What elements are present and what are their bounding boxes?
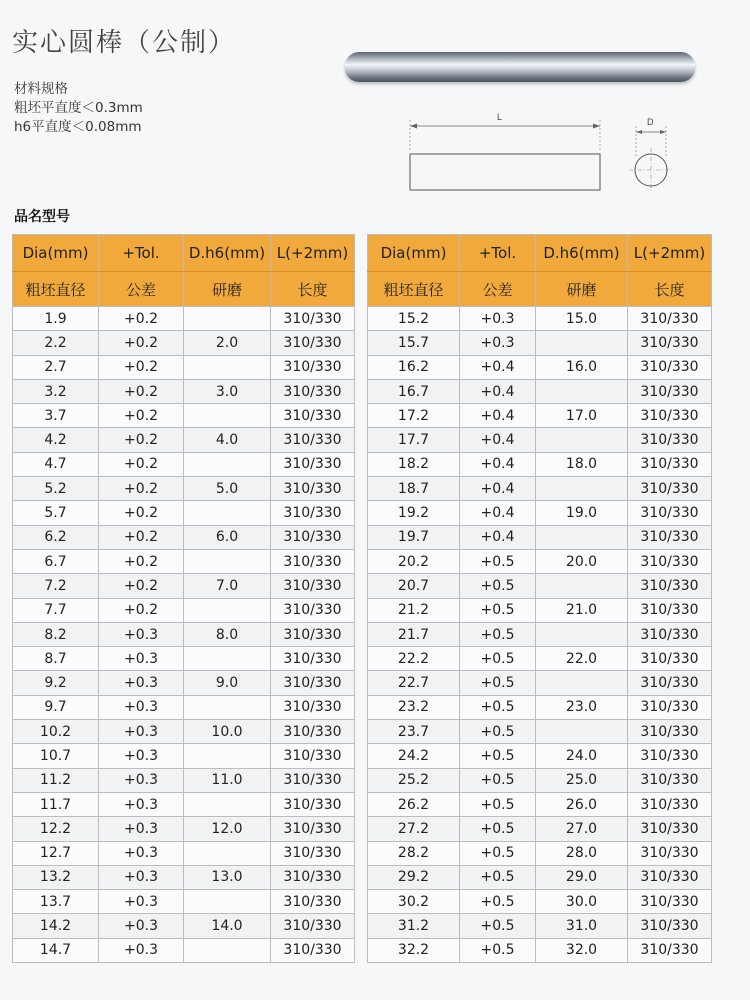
header-diameter: Dia(mm): [368, 235, 460, 272]
table-row: [368, 307, 712, 331]
cell-tolerance: +0.3: [460, 331, 536, 355]
table-row: [368, 914, 712, 938]
cell-tolerance: +0.4: [460, 355, 536, 379]
cell-ground-diameter: 12.0: [184, 817, 271, 841]
table-row: [13, 307, 355, 331]
cell-tolerance: +0.2: [99, 477, 184, 501]
cell-length: 310/330: [271, 477, 355, 501]
cell-ground-diameter: 3.0: [184, 379, 271, 403]
page-title: 实心圆棒（公制）: [12, 28, 237, 58]
table-row: [368, 647, 712, 671]
cell-ground-diameter: 9.0: [184, 671, 271, 695]
cell-ground-diameter: [536, 428, 628, 452]
cell-ground-diameter: [184, 841, 271, 865]
cell-diameter: 14.2: [13, 914, 99, 938]
table-row: [368, 598, 712, 622]
cell-diameter: 2.7: [13, 355, 99, 379]
cell-ground-diameter: [536, 671, 628, 695]
cell-length: 310/330: [271, 792, 355, 816]
cell-ground-diameter: [184, 501, 271, 525]
table-row: [368, 549, 712, 573]
cell-length: 310/330: [628, 647, 712, 671]
header-ground-diameter: D.h6(mm): [536, 235, 628, 272]
table-row: [368, 452, 712, 476]
table-row: [13, 379, 355, 403]
spec-table-right: [367, 234, 712, 963]
cell-diameter: 20.2: [368, 549, 460, 573]
cell-diameter: 25.2: [368, 768, 460, 792]
cell-length: 310/330: [271, 598, 355, 622]
header-diameter: Dia(mm): [13, 235, 99, 272]
specs-rough-straightness: 粗坯平直度＜0.3mm: [14, 100, 143, 116]
cell-tolerance: +0.3: [99, 865, 184, 889]
cell-tolerance: +0.3: [99, 647, 184, 671]
cell-length: 310/330: [271, 622, 355, 646]
cell-length: 310/330: [271, 671, 355, 695]
header-diameter-cn: 粗坯直径: [13, 272, 99, 307]
cell-ground-diameter: [536, 331, 628, 355]
cell-ground-diameter: 14.0: [184, 914, 271, 938]
specs-heading: 材料规格: [14, 81, 68, 97]
table-row: [368, 768, 712, 792]
table-row: [368, 622, 712, 646]
header-tolerance-cn: 公差: [99, 272, 184, 307]
cell-diameter: 22.7: [368, 671, 460, 695]
cell-diameter: 15.2: [368, 307, 460, 331]
cell-length: 310/330: [271, 938, 355, 962]
cell-tolerance: +0.3: [99, 792, 184, 816]
cell-ground-diameter: [536, 574, 628, 598]
table-row: [368, 428, 712, 452]
cell-tolerance: +0.5: [460, 671, 536, 695]
cell-diameter: 9.2: [13, 671, 99, 695]
cell-ground-diameter: 17.0: [536, 404, 628, 428]
cell-tolerance: +0.4: [460, 477, 536, 501]
cell-length: 310/330: [628, 890, 712, 914]
cell-length: 310/330: [628, 768, 712, 792]
table-row: [13, 720, 355, 744]
cell-tolerance: +0.5: [460, 817, 536, 841]
cell-tolerance: +0.2: [99, 307, 184, 331]
cell-diameter: 23.7: [368, 720, 460, 744]
cell-diameter: 1.9: [13, 307, 99, 331]
cell-length: 310/330: [628, 477, 712, 501]
table-row: [368, 501, 712, 525]
cell-tolerance: +0.5: [460, 622, 536, 646]
cell-tolerance: +0.5: [460, 914, 536, 938]
cell-ground-diameter: 15.0: [536, 307, 628, 331]
cell-ground-diameter: [184, 744, 271, 768]
table-row: [13, 671, 355, 695]
cell-tolerance: +0.3: [99, 622, 184, 646]
cell-ground-diameter: 11.0: [184, 768, 271, 792]
cell-ground-diameter: [184, 792, 271, 816]
table-row: [368, 379, 712, 403]
cell-ground-diameter: 32.0: [536, 938, 628, 962]
cell-length: 310/330: [271, 695, 355, 719]
cell-ground-diameter: 21.0: [536, 598, 628, 622]
table-row: [13, 914, 355, 938]
cell-diameter: 22.2: [368, 647, 460, 671]
table-row: [368, 671, 712, 695]
table-row: [368, 574, 712, 598]
table-row: [368, 744, 712, 768]
cell-tolerance: +0.2: [99, 379, 184, 403]
cell-length: 310/330: [628, 355, 712, 379]
cell-diameter: 11.2: [13, 768, 99, 792]
table-row: [368, 355, 712, 379]
cell-length: 310/330: [271, 404, 355, 428]
cell-tolerance: +0.2: [99, 501, 184, 525]
table-row: [13, 744, 355, 768]
cell-length: 310/330: [628, 598, 712, 622]
cell-ground-diameter: 30.0: [536, 890, 628, 914]
table-row: [13, 501, 355, 525]
cell-ground-diameter: [536, 525, 628, 549]
length-label: L: [497, 112, 503, 122]
cell-length: 310/330: [628, 331, 712, 355]
cell-diameter: 31.2: [368, 914, 460, 938]
cell-diameter: 11.7: [13, 792, 99, 816]
table-row: [13, 622, 355, 646]
cell-tolerance: +0.2: [99, 598, 184, 622]
cell-diameter: 24.2: [368, 744, 460, 768]
cell-ground-diameter: 24.0: [536, 744, 628, 768]
cell-tolerance: +0.4: [460, 404, 536, 428]
dimension-drawing: [400, 106, 700, 202]
table-row: [13, 768, 355, 792]
cell-length: 310/330: [628, 865, 712, 889]
cell-tolerance: +0.5: [460, 695, 536, 719]
cell-diameter: 4.7: [13, 452, 99, 476]
cell-diameter: 21.2: [368, 598, 460, 622]
cell-length: 310/330: [628, 914, 712, 938]
cell-diameter: 5.2: [13, 477, 99, 501]
cell-diameter: 32.2: [368, 938, 460, 962]
cell-length: 310/330: [628, 549, 712, 573]
cell-diameter: 13.7: [13, 890, 99, 914]
cell-length: 310/330: [271, 501, 355, 525]
cell-length: 310/330: [271, 744, 355, 768]
cell-ground-diameter: 18.0: [536, 452, 628, 476]
cell-length: 310/330: [271, 307, 355, 331]
cell-ground-diameter: 26.0: [536, 792, 628, 816]
cell-tolerance: +0.5: [460, 938, 536, 962]
table-row: [368, 331, 712, 355]
cell-tolerance: +0.3: [99, 720, 184, 744]
cell-diameter: 6.7: [13, 549, 99, 573]
header-tolerance: +Tol.: [460, 235, 536, 272]
table-row: [13, 817, 355, 841]
steel-rod-image: [345, 52, 695, 82]
cell-length: 310/330: [271, 890, 355, 914]
cell-tolerance: +0.5: [460, 890, 536, 914]
cell-diameter: 27.2: [368, 817, 460, 841]
cell-tolerance: +0.2: [99, 404, 184, 428]
cell-tolerance: +0.2: [99, 549, 184, 573]
table-row: [368, 695, 712, 719]
cell-tolerance: +0.5: [460, 865, 536, 889]
header-length: L(+2mm): [628, 235, 712, 272]
table-row: [13, 598, 355, 622]
cell-length: 310/330: [628, 574, 712, 598]
header-diameter-cn: 粗坯直径: [368, 272, 460, 307]
spec-table-left: [12, 234, 355, 963]
table-row: [368, 720, 712, 744]
cell-tolerance: +0.3: [99, 890, 184, 914]
cell-tolerance: +0.3: [99, 768, 184, 792]
cell-tolerance: +0.5: [460, 768, 536, 792]
table-row: [368, 404, 712, 428]
cell-ground-diameter: 28.0: [536, 841, 628, 865]
cell-tolerance: +0.5: [460, 647, 536, 671]
cell-tolerance: +0.3: [460, 307, 536, 331]
cell-diameter: 6.2: [13, 525, 99, 549]
cell-length: 310/330: [271, 549, 355, 573]
cell-ground-diameter: 25.0: [536, 768, 628, 792]
cell-diameter: 14.7: [13, 938, 99, 962]
cell-diameter: 12.2: [13, 817, 99, 841]
cell-ground-diameter: 2.0: [184, 331, 271, 355]
cell-length: 310/330: [271, 525, 355, 549]
cell-ground-diameter: 8.0: [184, 622, 271, 646]
cell-length: 310/330: [271, 865, 355, 889]
cell-ground-diameter: [184, 307, 271, 331]
cell-diameter: 9.7: [13, 695, 99, 719]
cell-length: 310/330: [271, 817, 355, 841]
cell-length: 310/330: [628, 404, 712, 428]
cell-ground-diameter: 31.0: [536, 914, 628, 938]
cell-length: 310/330: [271, 914, 355, 938]
cell-diameter: 18.7: [368, 477, 460, 501]
cell-ground-diameter: [184, 647, 271, 671]
cell-diameter: 3.7: [13, 404, 99, 428]
cell-length: 310/330: [628, 501, 712, 525]
cell-diameter: 18.2: [368, 452, 460, 476]
cell-diameter: 7.7: [13, 598, 99, 622]
cell-length: 310/330: [271, 720, 355, 744]
cell-ground-diameter: 16.0: [536, 355, 628, 379]
table-row: [368, 817, 712, 841]
cell-ground-diameter: 27.0: [536, 817, 628, 841]
cell-diameter: 19.7: [368, 525, 460, 549]
table-row: [13, 890, 355, 914]
cell-length: 310/330: [628, 379, 712, 403]
cell-tolerance: +0.3: [99, 817, 184, 841]
table-row: [13, 792, 355, 816]
table-row: [13, 574, 355, 598]
cell-length: 310/330: [628, 744, 712, 768]
cell-diameter: 26.2: [368, 792, 460, 816]
cell-tolerance: +0.4: [460, 428, 536, 452]
cell-diameter: 3.2: [13, 379, 99, 403]
cell-tolerance: +0.5: [460, 574, 536, 598]
cell-diameter: 8.7: [13, 647, 99, 671]
table-row: [13, 525, 355, 549]
cell-diameter: 5.7: [13, 501, 99, 525]
cell-tolerance: +0.2: [99, 428, 184, 452]
cell-ground-diameter: [536, 379, 628, 403]
header-ground-cn: 研磨: [184, 272, 271, 307]
header-ground-cn: 研磨: [536, 272, 628, 307]
material-specs: [14, 80, 143, 137]
cell-length: 310/330: [271, 379, 355, 403]
cell-diameter: 7.2: [13, 574, 99, 598]
cell-tolerance: +0.2: [99, 331, 184, 355]
cell-ground-diameter: 23.0: [536, 695, 628, 719]
cell-diameter: 20.7: [368, 574, 460, 598]
table-row: [368, 477, 712, 501]
cell-diameter: 21.7: [368, 622, 460, 646]
cell-diameter: 4.2: [13, 428, 99, 452]
specs-h6-straightness: h6平直度＜0.08mm: [14, 119, 142, 135]
cell-length: 310/330: [628, 428, 712, 452]
cell-diameter: 2.2: [13, 331, 99, 355]
cell-length: 310/330: [628, 792, 712, 816]
table-row: [13, 841, 355, 865]
section-label-product-models: 品名型号: [14, 209, 70, 225]
cell-ground-diameter: 4.0: [184, 428, 271, 452]
cell-length: 310/330: [628, 452, 712, 476]
cell-ground-diameter: 20.0: [536, 549, 628, 573]
cell-diameter: 29.2: [368, 865, 460, 889]
header-tolerance: +Tol.: [99, 235, 184, 272]
header-tolerance-cn: 公差: [460, 272, 536, 307]
cell-diameter: 28.2: [368, 841, 460, 865]
table-row: [368, 841, 712, 865]
table-row: [368, 865, 712, 889]
cell-diameter: 12.7: [13, 841, 99, 865]
cell-diameter: 15.7: [368, 331, 460, 355]
cell-diameter: 10.7: [13, 744, 99, 768]
diameter-label: D: [647, 117, 654, 127]
table-row: [13, 428, 355, 452]
cell-ground-diameter: 13.0: [184, 865, 271, 889]
cell-tolerance: +0.3: [99, 841, 184, 865]
table-row: [13, 695, 355, 719]
cell-length: 310/330: [271, 574, 355, 598]
cell-length: 310/330: [271, 841, 355, 865]
cell-tolerance: +0.3: [99, 671, 184, 695]
cell-tolerance: +0.5: [460, 792, 536, 816]
cell-ground-diameter: [184, 695, 271, 719]
cell-tolerance: +0.5: [460, 598, 536, 622]
cell-ground-diameter: [184, 404, 271, 428]
cell-diameter: 16.7: [368, 379, 460, 403]
cell-tolerance: +0.3: [99, 938, 184, 962]
cell-length: 310/330: [628, 817, 712, 841]
cell-tolerance: +0.4: [460, 452, 536, 476]
cell-length: 310/330: [628, 622, 712, 646]
header-length-cn: 长度: [628, 272, 712, 307]
cell-diameter: 16.2: [368, 355, 460, 379]
cell-tolerance: +0.5: [460, 720, 536, 744]
table-row: [13, 647, 355, 671]
cell-ground-diameter: [184, 598, 271, 622]
cell-diameter: 17.2: [368, 404, 460, 428]
cell-ground-diameter: [184, 549, 271, 573]
cell-length: 310/330: [628, 695, 712, 719]
cell-tolerance: +0.2: [99, 452, 184, 476]
cell-tolerance: +0.3: [99, 744, 184, 768]
cell-diameter: 17.7: [368, 428, 460, 452]
header-length: L(+2mm): [271, 235, 355, 272]
cell-tolerance: +0.4: [460, 501, 536, 525]
cell-length: 310/330: [271, 768, 355, 792]
cell-ground-diameter: 7.0: [184, 574, 271, 598]
cell-tolerance: +0.2: [99, 355, 184, 379]
table-row: [13, 404, 355, 428]
table-row: [13, 452, 355, 476]
table-row: [13, 331, 355, 355]
cell-length: 310/330: [628, 841, 712, 865]
table-row: [368, 792, 712, 816]
table-row: [13, 549, 355, 573]
cell-length: 310/330: [271, 647, 355, 671]
cell-tolerance: +0.5: [460, 841, 536, 865]
cell-tolerance: +0.4: [460, 525, 536, 549]
cell-tolerance: +0.3: [99, 695, 184, 719]
cell-tolerance: +0.2: [99, 574, 184, 598]
header-ground-diameter: D.h6(mm): [184, 235, 271, 272]
cell-ground-diameter: 10.0: [184, 720, 271, 744]
cell-ground-diameter: [536, 720, 628, 744]
table-row: [368, 890, 712, 914]
cell-ground-diameter: 29.0: [536, 865, 628, 889]
cell-ground-diameter: 6.0: [184, 525, 271, 549]
cell-diameter: 19.2: [368, 501, 460, 525]
cell-length: 310/330: [628, 938, 712, 962]
cell-ground-diameter: [536, 477, 628, 501]
cell-length: 310/330: [628, 671, 712, 695]
cell-diameter: 23.2: [368, 695, 460, 719]
cell-ground-diameter: 22.0: [536, 647, 628, 671]
cell-tolerance: +0.2: [99, 525, 184, 549]
cell-ground-diameter: [536, 622, 628, 646]
cell-tolerance: +0.5: [460, 744, 536, 768]
table-row: [368, 938, 712, 962]
cell-tolerance: +0.3: [99, 914, 184, 938]
cell-length: 310/330: [271, 355, 355, 379]
cell-length: 310/330: [271, 331, 355, 355]
cell-ground-diameter: 19.0: [536, 501, 628, 525]
cell-length: 310/330: [628, 720, 712, 744]
cell-ground-diameter: [184, 938, 271, 962]
cell-diameter: 30.2: [368, 890, 460, 914]
cell-length: 310/330: [271, 452, 355, 476]
table-row: [13, 477, 355, 501]
cell-ground-diameter: [184, 890, 271, 914]
cell-length: 310/330: [628, 307, 712, 331]
cell-diameter: 10.2: [13, 720, 99, 744]
cell-tolerance: +0.4: [460, 379, 536, 403]
table-row: [13, 865, 355, 889]
table-row: [13, 355, 355, 379]
cell-ground-diameter: 5.0: [184, 477, 271, 501]
cell-diameter: 13.2: [13, 865, 99, 889]
cell-ground-diameter: [184, 355, 271, 379]
table-row: [368, 525, 712, 549]
cell-diameter: 8.2: [13, 622, 99, 646]
cell-length: 310/330: [628, 525, 712, 549]
cell-tolerance: +0.5: [460, 549, 536, 573]
table-row: [13, 938, 355, 962]
cell-length: 310/330: [271, 428, 355, 452]
header-length-cn: 长度: [271, 272, 355, 307]
cell-ground-diameter: [184, 452, 271, 476]
